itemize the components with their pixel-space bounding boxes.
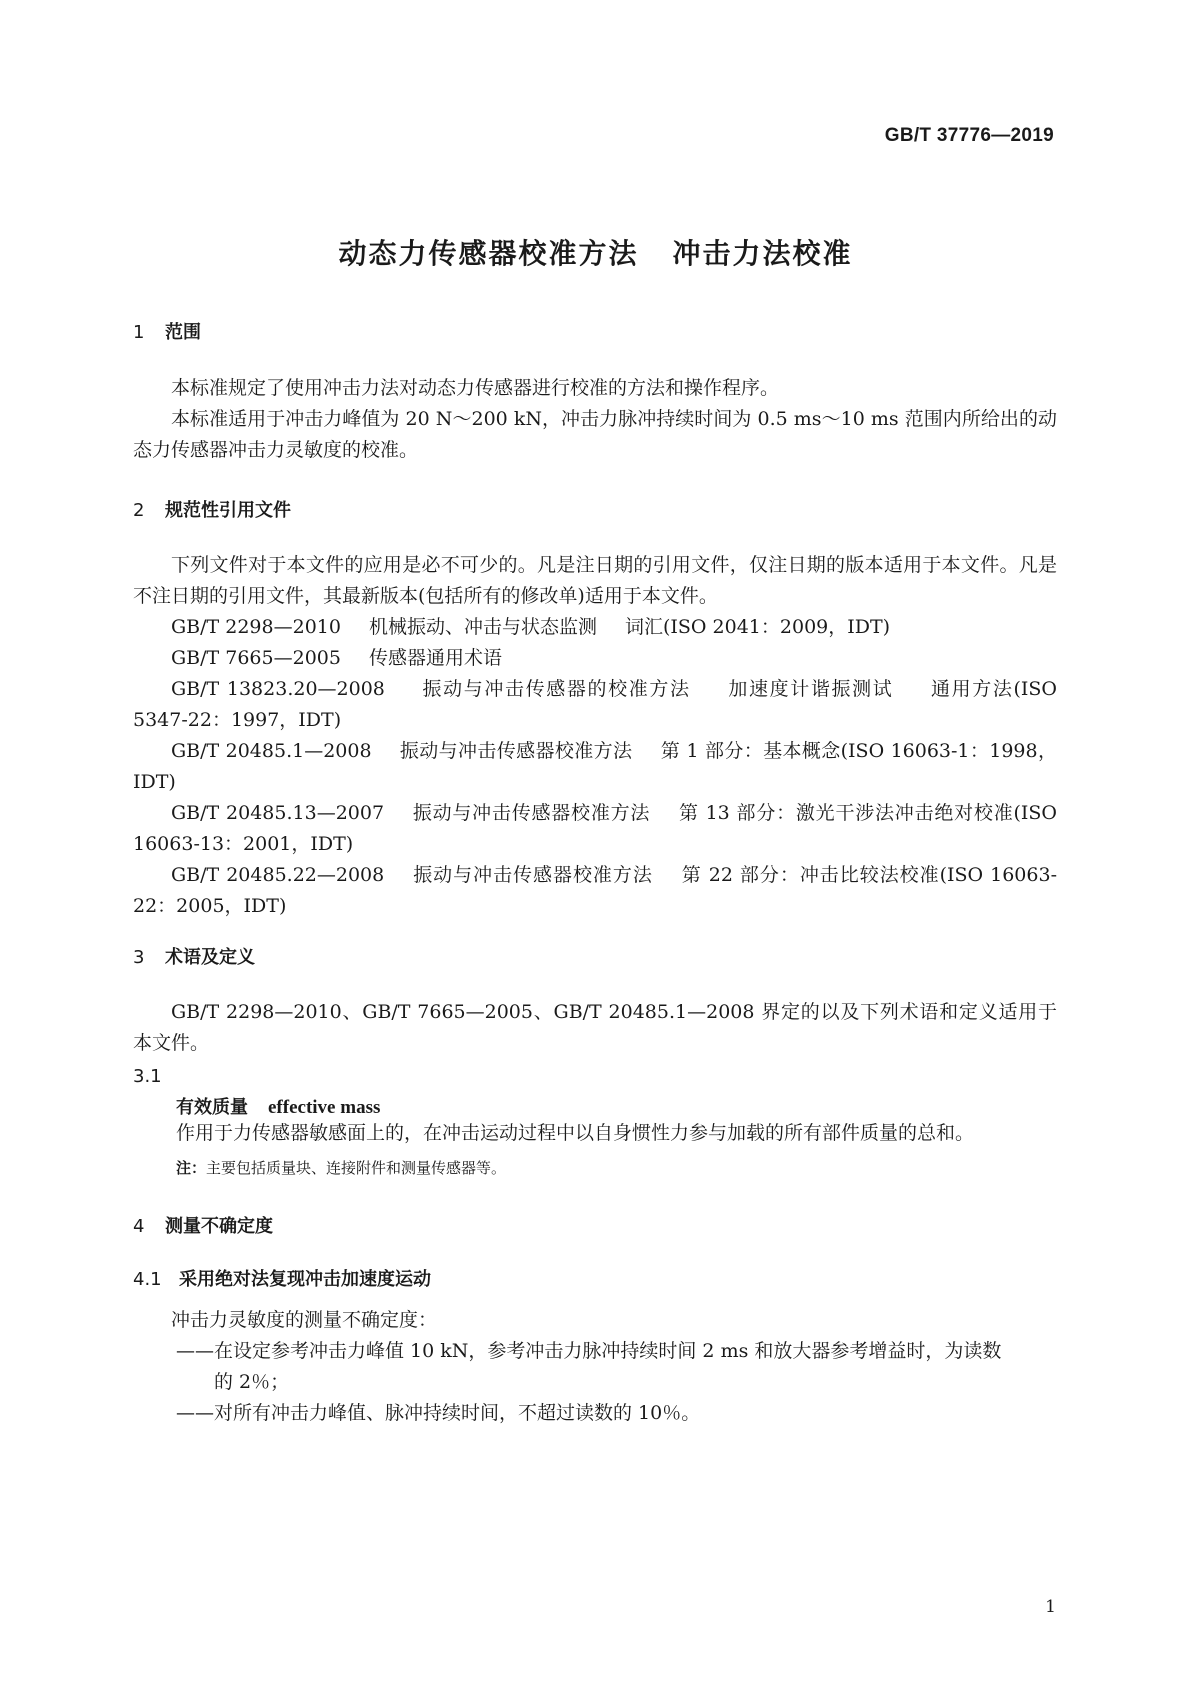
note-label: 注： bbox=[176, 1159, 207, 1177]
list-item bbox=[176, 1336, 1056, 1398]
section-3-heading bbox=[133, 943, 255, 969]
section-1-paragraph-1: 本标准规定了使用冲击力法对动态力传感器进行校准的方法和操作程序。 bbox=[171, 377, 780, 399]
page-number: 1 bbox=[1045, 1597, 1056, 1617]
reference-title: 振动与冲击传感器的校准方法 bbox=[420, 678, 691, 700]
reference-title: 振动与冲击传感器校准方法 bbox=[412, 864, 653, 886]
section-4-1-number: 4.1 bbox=[133, 1269, 162, 1290]
section-3-number: 3 bbox=[133, 947, 145, 968]
reference-title: 传感器通用术语 bbox=[368, 647, 502, 669]
section-1-title: 范围 bbox=[165, 322, 201, 343]
list-item-text: ——在设定参考冲击力峰值 10 kN，参考冲击力脉冲持续时间 2 ms 和放大器参考增益时，为读数 bbox=[176, 1340, 1002, 1362]
reference-extra: 第 22 部分：冲击比较法校准(ISO 16063-22：2005，IDT) bbox=[133, 864, 1057, 917]
reference-item bbox=[133, 612, 1057, 643]
section-4-heading bbox=[133, 1212, 273, 1238]
section-1-heading bbox=[133, 318, 201, 344]
reference-code: GB/T 7665—2005 bbox=[171, 647, 341, 669]
section-4-1-title: 采用绝对法复现冲击加速度运动 bbox=[179, 1269, 431, 1290]
note-text: 主要包括质量块、连接附件和测量传感器等。 bbox=[206, 1159, 507, 1177]
reference-extra: 加速度计谐振测试 bbox=[726, 678, 894, 700]
reference-code: GB/T 2298—2010 bbox=[171, 616, 341, 638]
reference-code: GB/T 20485.22—2008 bbox=[171, 864, 385, 886]
standard-code: GB/T 37776—2019 bbox=[884, 125, 1054, 146]
list-item-continuation: 的 2％； bbox=[214, 1371, 290, 1393]
section-1-number: 1 bbox=[133, 322, 145, 343]
reference-item bbox=[133, 798, 1057, 860]
list-item: ——对所有冲击力峰值、脉冲持续时间，不超过读数的 10％。 bbox=[176, 1402, 701, 1424]
term-heading bbox=[176, 1093, 380, 1119]
reference-extra: 词汇(ISO 2041：2009，IDT) bbox=[624, 616, 891, 638]
section-1-paragraph-2: 本标准适用于冲击力峰值为 20 N～200 kN，冲击力脉冲持续时间为 0.5 ms～10 ms 范围内所给出的动态力传感器冲击力灵敏度的校准。 bbox=[133, 408, 1057, 461]
section-2-number: 2 bbox=[133, 500, 145, 521]
section-3-title: 术语及定义 bbox=[165, 947, 255, 968]
section-2-heading bbox=[133, 496, 291, 522]
term-chinese: 有效质量 bbox=[176, 1097, 248, 1118]
term-english: effective mass bbox=[268, 1097, 381, 1118]
reference-code: GB/T 20485.1—2008 bbox=[171, 740, 372, 762]
reference-extra: 通用方法(ISO 5347-22：1997，IDT) bbox=[133, 678, 1057, 731]
reference-extra: 第 13 部分：激光干涉法冲击绝对校准(ISO 16063-13：2001，IDT) bbox=[133, 802, 1057, 855]
reference-code: GB/T 13823.20—2008 bbox=[171, 678, 385, 700]
section-3-intro: GB/T 2298—2010、GB/T 7665—2005、GB/T 20485.1—2008 界定的以及下列术语和定义适用于本文件。 bbox=[133, 1001, 1057, 1054]
section-4-intro: 冲击力灵敏度的测量不确定度： bbox=[171, 1309, 438, 1331]
section-4-1-heading bbox=[133, 1265, 431, 1291]
section-4-number: 4 bbox=[133, 1216, 145, 1237]
reference-title: 振动与冲击传感器校准方法 bbox=[412, 802, 651, 824]
reference-code: GB/T 20485.13—2007 bbox=[171, 802, 385, 824]
reference-extra: 第 1 部分：基本概念(ISO 16063-1：1998，IDT) bbox=[133, 740, 1057, 793]
term-number: 3.1 bbox=[133, 1066, 162, 1087]
title-main: 动态力传感器校准方法 bbox=[338, 237, 639, 270]
section-2-intro: 下列文件对于本文件的应用是必不可少的。凡是注日期的引用文件，仅注日期的版本适用于本文件。凡是不注日期的引用文件，其最新版本(包括所有的修改单)适用于本文件。 bbox=[133, 554, 1057, 607]
reference-title: 振动与冲击传感器校准方法 bbox=[399, 740, 633, 762]
section-2-title: 规范性引用文件 bbox=[165, 500, 291, 521]
title-sub: 冲击力法校准 bbox=[672, 237, 853, 270]
term-note bbox=[176, 1157, 506, 1178]
reference-item bbox=[133, 674, 1057, 736]
reference-item bbox=[133, 643, 1057, 674]
reference-title: 机械振动、冲击与状态监测 bbox=[368, 616, 597, 638]
document-title bbox=[0, 232, 1191, 272]
reference-item bbox=[133, 860, 1057, 922]
section-4-title: 测量不确定度 bbox=[165, 1216, 273, 1237]
reference-item bbox=[133, 736, 1057, 798]
term-definition: 作用于力传感器敏感面上的，在冲击运动过程中以自身惯性力参与加载的所有部件质量的总和。 bbox=[176, 1122, 975, 1144]
